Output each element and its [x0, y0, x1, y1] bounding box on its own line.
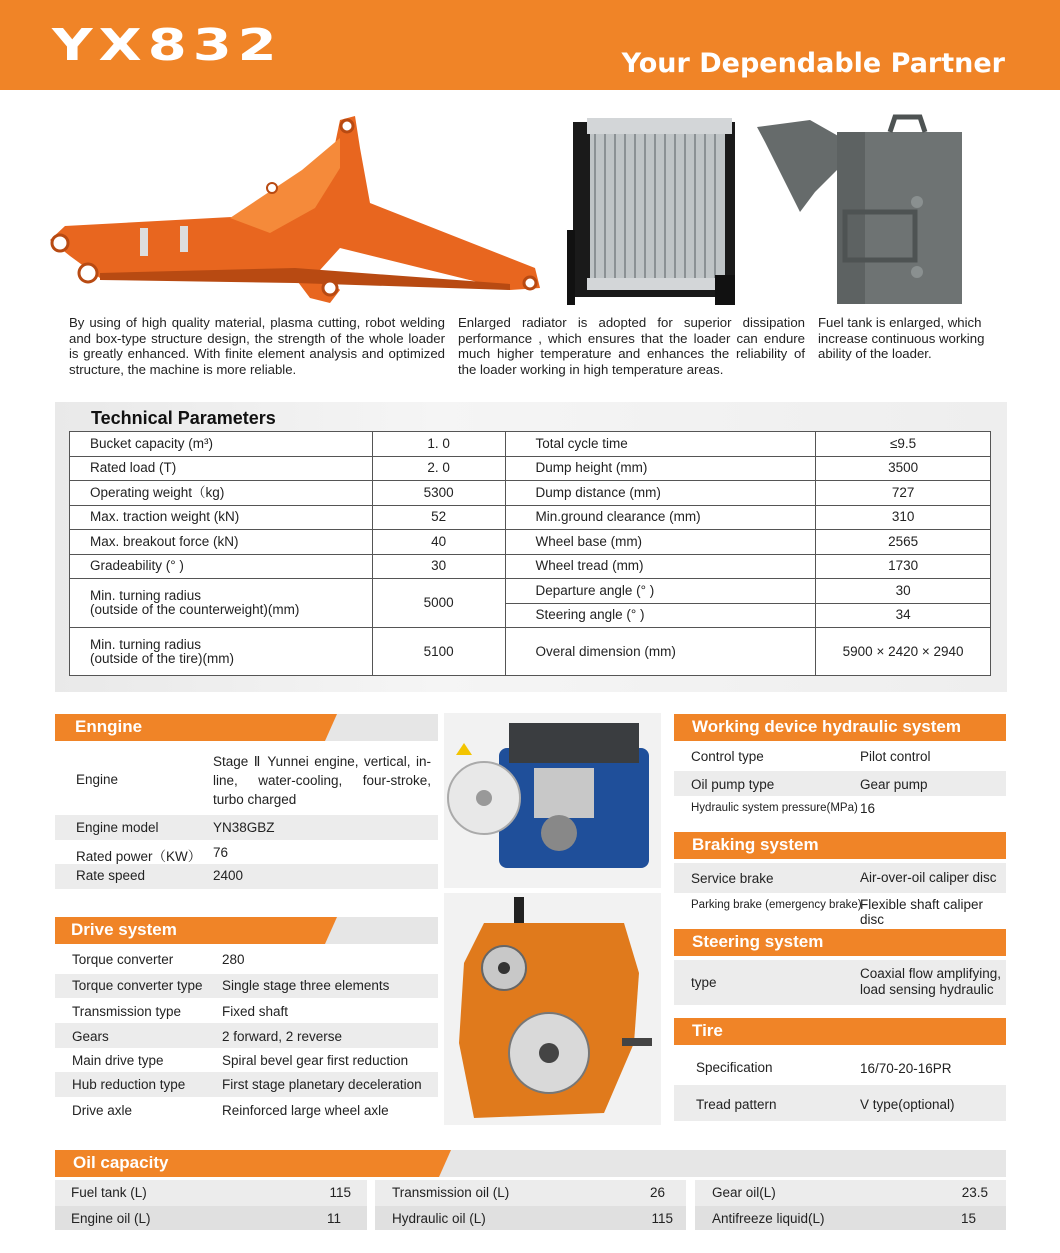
boom-description: By using of high quality material, plasma cutting, robot welding and box-type structure design, the strength of the whole loader is greatly enhanced. With finite element analysis and optimized structure, the machine is more reliable. — [69, 315, 445, 377]
radiator-image — [565, 110, 745, 310]
spec-row — [55, 1180, 1006, 1206]
spec-label: Service brake — [691, 871, 774, 886]
steering-system-section — [674, 929, 1006, 1005]
spec-label: Control type — [691, 749, 764, 764]
spec-row — [55, 974, 438, 998]
spec-value: load sensing hydraulic — [860, 982, 994, 997]
spec-value: Fixed shaft — [222, 1004, 289, 1019]
param-value: 30 — [816, 579, 991, 604]
param-value: 34 — [816, 603, 991, 628]
oil-capacity-section — [55, 1150, 1006, 1230]
section-title: Drive system — [71, 920, 177, 939]
spec-value: Gear pump — [860, 777, 928, 792]
param-value: 5100 — [372, 628, 505, 676]
spec-label: Gears — [72, 1029, 109, 1044]
spec-value: Pilot control — [860, 749, 931, 764]
transmission-image — [444, 893, 661, 1125]
engine-image — [444, 713, 661, 888]
table-row — [70, 481, 991, 506]
table-row — [70, 505, 991, 530]
spec-value: Stage Ⅱ Yunnei engine, vertical, in-line, water-cooling, four-stroke, turbo charged — [213, 754, 431, 807]
section-title: Enngine — [75, 717, 143, 736]
spec-label: Parking brake (emergency brake) — [691, 899, 862, 911]
param-label: Gradeability (° ) — [70, 554, 373, 579]
param-label-line: (outside of the tire)(mm) — [90, 650, 235, 666]
spec-label: Torque converter — [72, 952, 174, 967]
spec-value: YN38GBZ — [213, 820, 275, 835]
spec-label: Hub reduction type — [72, 1077, 186, 1092]
spec-label: Engine oil (L) — [71, 1211, 151, 1226]
spec-label: Main drive type — [72, 1053, 164, 1068]
param-value: 40 — [372, 530, 505, 555]
spec-value: First stage planetary deceleration — [222, 1077, 422, 1092]
param-label: Bucket capacity (m³) — [70, 432, 373, 457]
param-value: ≤9.5 — [816, 432, 991, 457]
spec-row — [674, 771, 1006, 796]
spec-value: 23.5 — [961, 1185, 988, 1200]
spec-label: Rate speed — [76, 868, 146, 883]
param-label — [70, 628, 373, 676]
spec-row — [674, 863, 1006, 893]
slogan: Your Dependable Partner — [621, 48, 1005, 79]
spec-row — [674, 741, 1006, 771]
param-value: 1730 — [816, 554, 991, 579]
fuel-tank-description: Fuel tank is enlarged, which increase continuous working ability of the loader. — [818, 315, 985, 361]
spec-row — [55, 840, 438, 864]
spec-value: 16/70-20-16PR — [860, 1061, 952, 1076]
spec-label: Transmission type — [72, 1004, 182, 1019]
spec-row — [55, 1097, 438, 1121]
spec-label: Rated power（KW） — [76, 849, 202, 864]
param-value: 727 — [816, 481, 991, 506]
param-label: Overal dimension (mm) — [505, 628, 816, 676]
spec-label: Specification — [696, 1060, 773, 1075]
section-header — [674, 832, 1006, 859]
param-value: 2565 — [816, 530, 991, 555]
param-value: 5900 × 2420 × 2940 — [816, 628, 991, 676]
spec-value: 16 — [860, 801, 876, 816]
table-row — [70, 456, 991, 481]
param-label: Max. traction weight (kN) — [70, 505, 373, 530]
spec-value: Spiral bevel gear first reduction — [222, 1053, 409, 1068]
param-label: Dump height (mm) — [505, 456, 816, 481]
spec-row — [674, 796, 1006, 821]
section-header — [674, 714, 1006, 741]
spec-value: Flexible shaft caliper disc — [860, 897, 984, 927]
spec-row — [55, 998, 438, 1023]
param-value: 1. 0 — [372, 432, 505, 457]
spec-value: 76 — [213, 845, 229, 860]
spec-value: 115 — [329, 1185, 351, 1200]
spec-value: 11 — [326, 1211, 341, 1226]
spec-value: V type(optional) — [860, 1097, 955, 1112]
param-label-line: Min. turning radius — [90, 588, 202, 603]
model-logo: YX832 — [52, 20, 283, 71]
spec-row — [55, 1023, 438, 1048]
param-value: 30 — [372, 554, 505, 579]
header-banner — [0, 0, 1060, 90]
spec-value: 15 — [960, 1211, 976, 1226]
spec-value: Reinforced large wheel axle — [222, 1103, 389, 1118]
table-row — [70, 628, 991, 676]
engine-section — [55, 714, 438, 889]
param-label-line: (outside of the counterweight)(mm) — [90, 602, 300, 617]
param-value: 310 — [816, 505, 991, 530]
param-value: 5300 — [372, 481, 505, 506]
section-header — [55, 1150, 1006, 1177]
spec-row — [55, 1072, 438, 1097]
spec-label: Torque converter type — [72, 978, 203, 993]
param-label: Dump distance (mm) — [505, 481, 816, 506]
braking-system-section — [674, 832, 1006, 927]
fuel-tank-image — [755, 112, 975, 307]
section-title: Tire — [692, 1021, 723, 1040]
spec-row — [674, 960, 1006, 1005]
table-row — [70, 432, 991, 457]
spec-label: Fuel tank (L) — [71, 1185, 147, 1200]
section-header — [674, 929, 1006, 956]
spec-row — [55, 815, 438, 840]
section-header — [55, 714, 438, 741]
param-label: Steering angle (° ) — [505, 603, 816, 628]
technical-parameters-title: Technical Parameters — [91, 408, 276, 428]
boom-arm-image — [40, 108, 550, 308]
param-value: 52 — [372, 505, 505, 530]
spec-value: 280 — [222, 952, 245, 967]
spec-value: 26 — [649, 1185, 665, 1200]
spec-row — [55, 1206, 1006, 1230]
spec-row — [674, 893, 1006, 927]
tire-section — [674, 1018, 1006, 1121]
param-label: Departure angle (° ) — [505, 579, 816, 604]
table-row — [70, 554, 991, 579]
spec-label: Drive axle — [72, 1103, 133, 1118]
section-title: Oil capacity — [73, 1153, 169, 1172]
param-label: Rated load (T) — [70, 456, 373, 481]
param-label: Total cycle time — [505, 432, 816, 457]
section-title: Steering system — [692, 932, 824, 951]
spec-label: Gear oil(L) — [712, 1185, 776, 1200]
technical-parameters-table — [69, 431, 991, 676]
param-label: Wheel tread (mm) — [505, 554, 816, 579]
spec-label: Tread pattern — [696, 1097, 777, 1112]
spec-value: Air-over-oil caliper disc — [860, 870, 997, 885]
spec-row — [55, 1048, 438, 1072]
spec-label: Antifreeze liquid(L) — [712, 1211, 825, 1226]
spec-label: Hydraulic system pressure(MPa) — [691, 802, 858, 814]
param-label-line: Min. turning radius — [90, 636, 202, 652]
section-title: Working device hydraulic system — [692, 717, 961, 736]
spec-label: Engine — [76, 772, 119, 787]
spec-row — [674, 1085, 1006, 1121]
param-label: Max. breakout force (kN) — [70, 530, 373, 555]
spec-label: Oil pump type — [691, 777, 775, 792]
spec-value: 115 — [651, 1211, 673, 1226]
param-label: Min.ground clearance (mm) — [505, 505, 816, 530]
param-label: Operating weight（kg) — [70, 481, 373, 506]
table-row — [70, 530, 991, 555]
spec-value: 2 forward, 2 reverse — [222, 1029, 343, 1044]
spec-value: Single stage three elements — [222, 978, 390, 993]
param-label — [70, 579, 373, 628]
radiator-description: Enlarged radiator is adopted for superior dissipation performance , which ensures that the loader can endure much higher temperature and enhances the reliability of the loader working in high temperature areas. — [458, 315, 805, 377]
spec-label: Hydraulic oil (L) — [392, 1211, 486, 1226]
spec-label: Engine model — [76, 820, 159, 835]
spec-row — [55, 944, 438, 974]
section-title: Braking system — [692, 835, 819, 854]
spec-label: type — [691, 975, 717, 990]
hydraulic-system-section — [674, 714, 1006, 821]
section-header — [674, 1018, 1006, 1045]
table-row — [70, 579, 991, 604]
param-label: Wheel base (mm) — [505, 530, 816, 555]
spec-label: Transmission oil (L) — [392, 1185, 510, 1200]
spec-value: Coaxial flow amplifying, — [860, 966, 1002, 981]
spec-row — [674, 1049, 1006, 1085]
spec-row — [55, 741, 438, 815]
param-value: 5000 — [372, 579, 505, 628]
section-header — [55, 917, 438, 944]
param-value: 2. 0 — [372, 456, 505, 481]
param-value: 3500 — [816, 456, 991, 481]
spec-row — [55, 864, 438, 889]
drive-system-section — [55, 917, 438, 1121]
spec-value: 2400 — [213, 868, 244, 883]
